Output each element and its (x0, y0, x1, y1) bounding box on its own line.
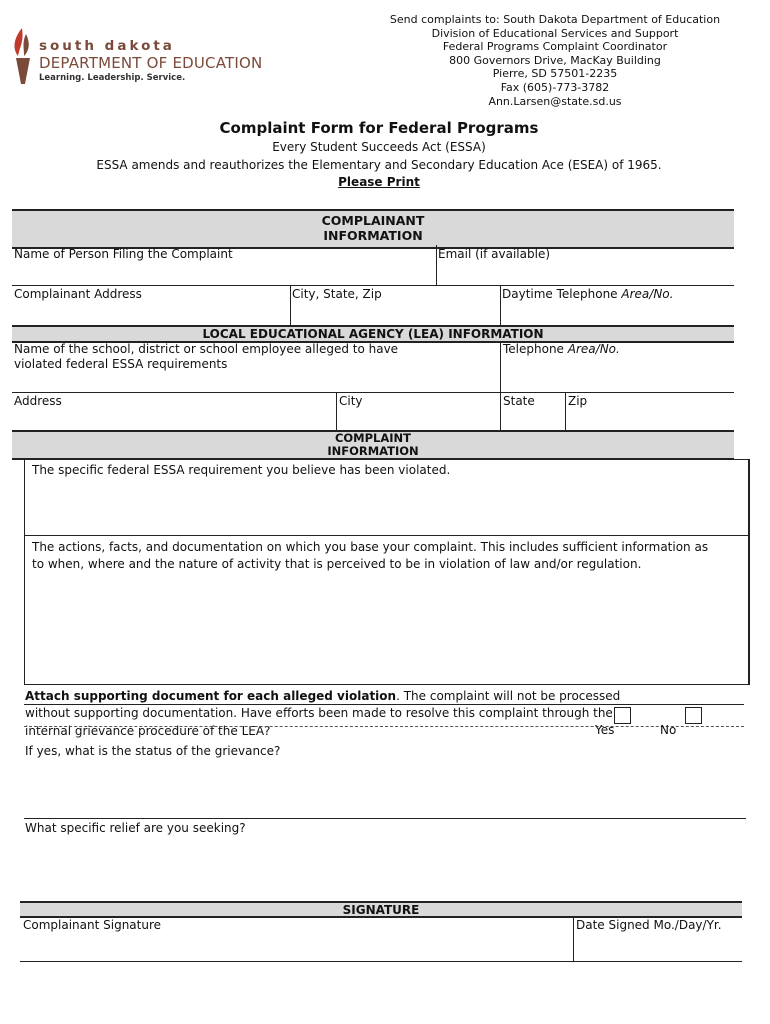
address-line: Send complaints to: South Dakota Department of Education (389, 13, 721, 26)
logo-line1: south dakota (39, 38, 175, 54)
email-field[interactable]: Email (if available) (438, 247, 551, 261)
complainant-address-field[interactable]: Complainant Address (14, 287, 142, 301)
no-checkbox[interactable] (685, 707, 702, 724)
grievance-status-field[interactable]: If yes, what is the status of the grievance? (25, 744, 281, 758)
lea-city-field[interactable]: City (339, 394, 363, 408)
address-line: Pierre, SD 57501-2235 (492, 67, 618, 81)
lea-state-field[interactable]: State (503, 394, 535, 408)
date-signed-field[interactable]: Date Signed Mo./Day/Yr. (576, 918, 722, 932)
complainant-header: COMPLAINANT INFORMATION (12, 209, 734, 249)
form-title: Complaint Form for Federal Programs (219, 119, 539, 137)
relief-sought-field[interactable]: What specific relief are you seeking? (25, 821, 246, 835)
subtitle-esea: ESSA amends and reauthorizes the Elementary and Secondary Education Ace (ESEA) of 1965. (96, 158, 662, 172)
lea-header: LOCAL EDUCATIONAL AGENCY (LEA) INFORMATION (12, 325, 734, 343)
yes-label: Yes (595, 723, 615, 737)
address-line: Ann.Larsen@state.sd.us (488, 94, 622, 108)
logo-tagline: Learning. Leadership. Service. (39, 73, 186, 83)
signature-header: SIGNATURE (20, 901, 742, 918)
lea-address-field[interactable]: Address (14, 394, 62, 408)
address-line: Division of Educational Services and Support (431, 26, 679, 40)
name-field[interactable]: Name of Person Filing the Complaint (14, 247, 233, 261)
address-block (345, 13, 765, 108)
violated-requirement-field[interactable]: The specific federal ESSA requirement you believe has been violated. (32, 463, 451, 477)
city-state-zip-field[interactable]: City, State, Zip (292, 287, 382, 301)
address-line: Federal Programs Complaint Coordinator (442, 40, 668, 54)
address-line: 800 Governors Drive, MacKay Building (449, 53, 661, 67)
logo (10, 26, 300, 88)
subtitle-essa: Every Student Succeeds Act (ESSA) (272, 140, 486, 154)
actions-facts-field[interactable]: The actions, facts, and documentation on which you base your complaint. This includes sufficient information as to when, where and the nature of activity that is perceived to be in violation of law and/or regulation. (32, 540, 709, 571)
efforts-question: without supporting documentation. Have efforts been made to resolve this complaint through the internal grievance procedure of the LEA? (25, 706, 613, 738)
lea-name-field[interactable]: Name of the school, district or school employee alleged to have violated federal ESSA requirements (14, 342, 399, 371)
lea-zip-field[interactable]: Zip (568, 394, 588, 408)
address-line: Fax (605)-773-3782 (500, 80, 610, 94)
complaint-header: COMPLAINT INFORMATION (12, 430, 734, 460)
no-label: No (660, 723, 677, 737)
yes-checkbox[interactable] (614, 707, 631, 724)
attach-note: Attach supporting document for each alleged violation. The complaint will not be processed (25, 689, 621, 703)
daytime-phone-field[interactable]: Daytime Telephone Area/No. (502, 287, 674, 301)
logo-line2: DEPARTMENT OF EDUCATION (39, 54, 263, 72)
signature-field[interactable]: Complainant Signature (23, 918, 162, 932)
print-note: Please Print (338, 175, 420, 189)
torch-icon (10, 26, 36, 86)
lea-phone-field[interactable]: Telephone Area/No. (503, 342, 620, 356)
